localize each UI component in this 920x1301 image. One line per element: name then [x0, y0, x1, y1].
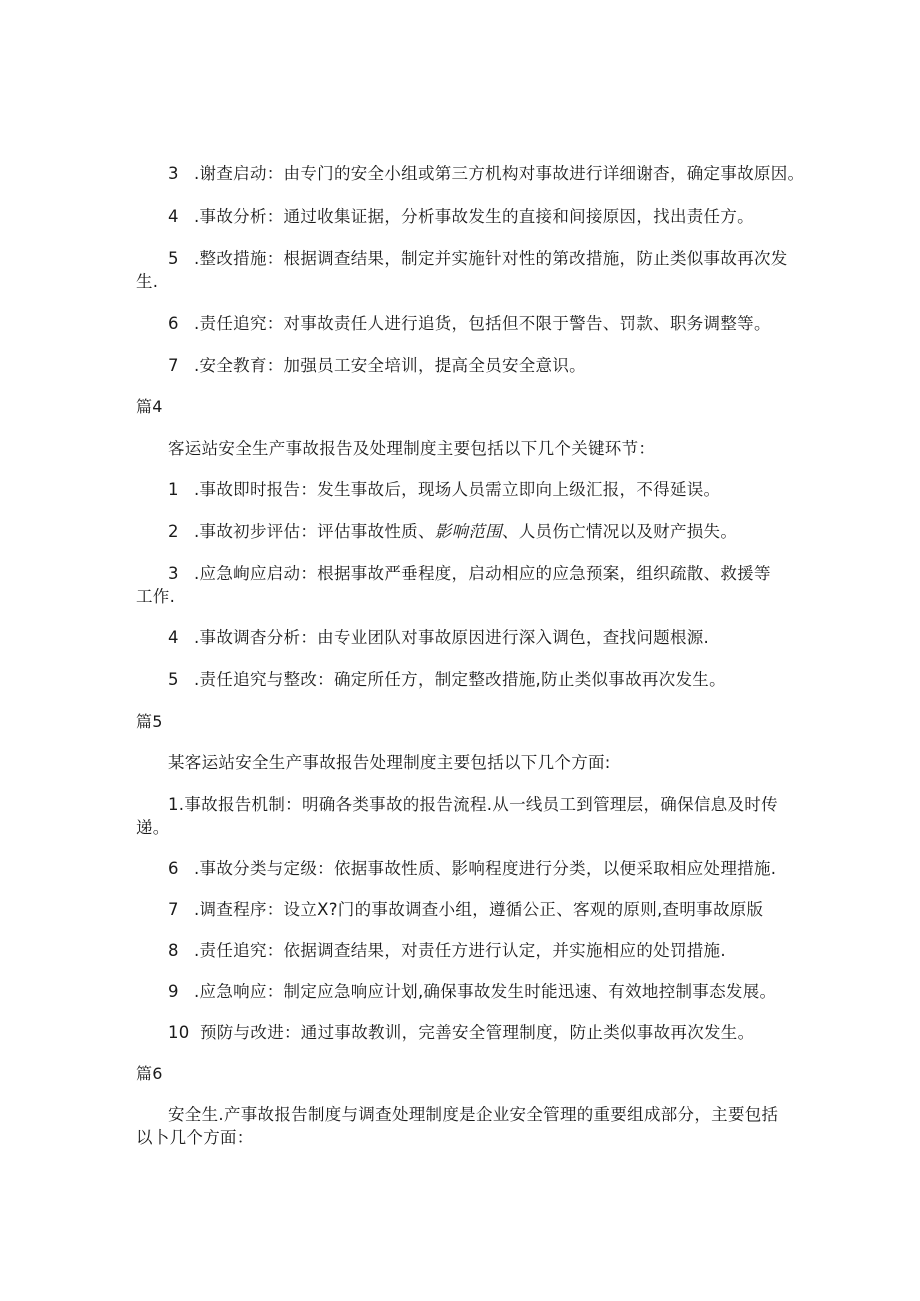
list-number: 2 [168, 522, 179, 541]
list-text-italic: 影响范围 [434, 522, 502, 541]
list-item [168, 521, 737, 543]
list-number: 5 [168, 670, 179, 689]
section-intro: 客运站安全生产事故报告及处理制度主要包括以下几个关键环节： [168, 439, 656, 458]
list-text: .事故调杳分析：由专业团队对事故原因进行深入调色，查找问题根源. [194, 628, 710, 647]
list-number: 7 [168, 356, 179, 375]
list-number: 4 [168, 628, 179, 647]
list-text: .应急响应：制定应急响应计划,确保事故发生时能迅速、有效地控制事态发展。 [194, 982, 777, 1001]
list-number: 8 [168, 941, 179, 960]
list-number: 6 [168, 314, 179, 333]
list-item [168, 899, 763, 921]
list-number: 3 [168, 164, 179, 183]
list-item [168, 563, 771, 585]
section-heading-5: 篇5 [136, 712, 163, 731]
list-number: 9 [168, 982, 179, 1001]
list-item [168, 479, 720, 501]
list-text: .事故即时报告：发生事故后，现场人员需立即向上级汇报，不得延误。 [194, 480, 721, 499]
list-text: .事故分析：通过收集证据，分析事故发生的直接和间接原因，找出责任方。 [194, 207, 754, 226]
list-item [168, 163, 804, 185]
section-heading-6: 篇6 [136, 1064, 163, 1083]
list-item [168, 981, 776, 1003]
list-item-continuation: 生. [136, 272, 159, 291]
list-number: 7 [168, 900, 179, 919]
list-item-continuation: 工作. [136, 587, 176, 606]
list-number: 6 [168, 859, 179, 878]
list-item [168, 313, 771, 335]
list-item [168, 248, 788, 270]
list-item [168, 355, 586, 377]
list-text: .事故分类与定级：依据事故性质、影响程度进行分类，以便采取相应处理措施. [194, 859, 777, 878]
list-text: 预防与改进：通过事故教训，完善安全管理制度，防止类似事故再次发生。 [200, 1023, 755, 1042]
list-number: 1 [168, 480, 179, 499]
list-number: 4 [168, 207, 179, 226]
list-text: .事故初步评估：评估事故性质、 [194, 522, 435, 541]
list-text: .应急峋应启动：根据事故严垂程度，启动相应的应急预案，组织疏散、救援等 [194, 564, 771, 583]
list-item [168, 940, 726, 962]
list-item: 1.事故报告机制：明确各类事故的报告流程.从一线员工到管理层，确保信息及时传 [168, 795, 778, 814]
paragraph-continuation: 以卜几个方面： [136, 1128, 254, 1147]
list-text: .调查程序：设立X?门的事故调查小组，遵循公正、客观的原则,查明事故原版 [194, 900, 764, 919]
list-text: .谢查启动：由专门的安全小组或第三方机构对事故进行详细谢杳，确定事故原因。 [194, 164, 805, 183]
list-text: .安全教育：加强员工安全培训，提高全员安全意识。 [194, 356, 586, 375]
list-item [168, 206, 754, 228]
list-text: .责任追究：依据调查结果，对责任方进行认定，并实施相应的处罚措施. [194, 941, 726, 960]
paragraph-line: 安全生.产事故报告制度与调查处理制度是企业安全管理的重要组成部分，主要包括 [168, 1105, 779, 1124]
section-intro: 某客运站安全生产事故报告处理制度主要包括以下几个方面: [168, 753, 611, 772]
list-item [168, 858, 776, 880]
list-number: 10 [168, 1023, 190, 1042]
list-text: 、人员伤亡情况以及财产损失。 [501, 522, 738, 541]
list-item [168, 627, 709, 649]
list-item [168, 1022, 754, 1044]
list-text: .责任追究：对事故责任人进行追货，包括但不限于警告、罚款、职务调整等。 [194, 314, 771, 333]
list-number: 5 [168, 249, 179, 268]
section-heading-4: 篇4 [136, 397, 163, 416]
list-text: .责任追究与整改：确定所任方，制定整改措施,防止类似事故再次发生。 [194, 670, 726, 689]
list-item [168, 669, 726, 691]
list-text: .整改措施：根据调查结果，制定并实施针对性的第改措施，防止类似事故再次发 [194, 249, 788, 268]
list-item-continuation: 递。 [136, 818, 170, 837]
list-number: 3 [168, 564, 179, 583]
